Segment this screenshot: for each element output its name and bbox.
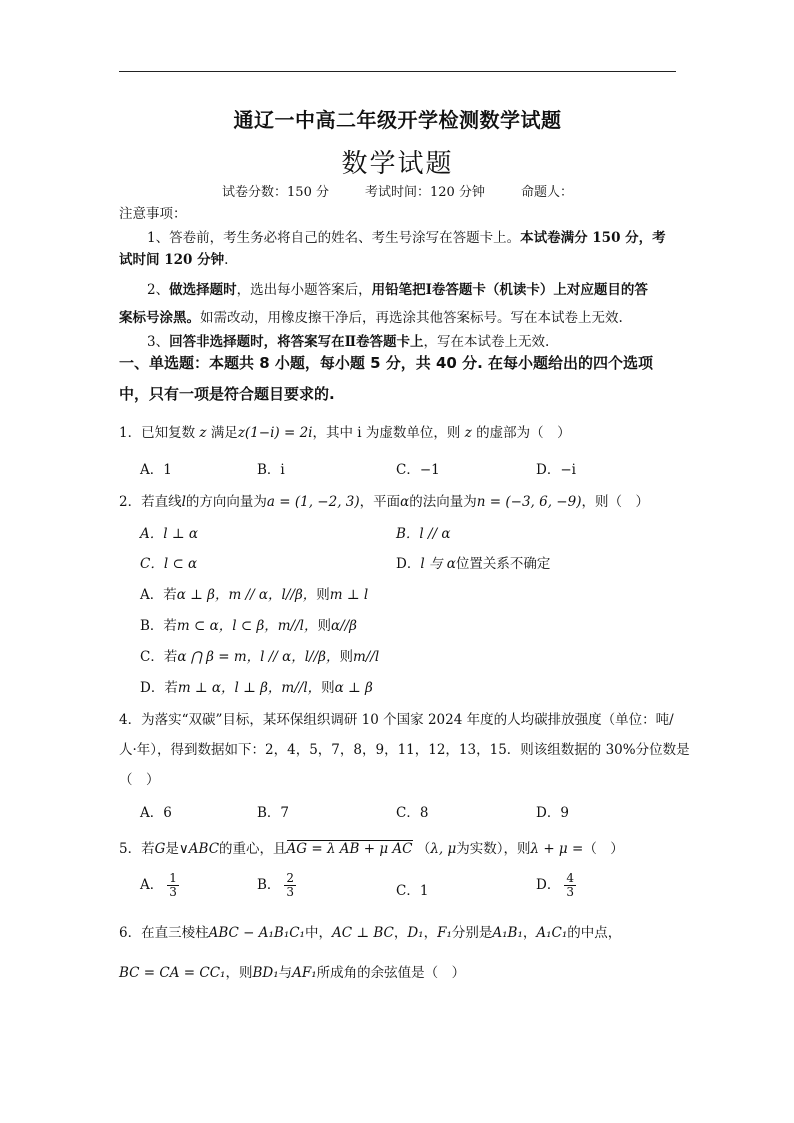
q3-option-a[interactable] <box>140 583 368 603</box>
q2-option-d-text: 位置关系不确定 <box>455 556 551 572</box>
q3-b-concl: α//β <box>330 618 357 634</box>
q3-a-then: 则 <box>316 587 330 603</box>
q3-b-label: B．若 <box>140 618 177 634</box>
author-info: 命题人： <box>520 185 573 200</box>
q5-text-e: 为实数），则 <box>456 841 531 857</box>
q4-option-b[interactable]: B．7 <box>257 805 290 821</box>
q1-equation: z(1−i) = 2i <box>237 425 313 441</box>
q1-option-d[interactable]: D．−i <box>536 462 576 478</box>
note-3-num: 3、 <box>147 334 170 350</box>
header-rule <box>119 71 676 72</box>
note-2-bold-2: 用铅笔把Ⅰ卷答题卡（机读卡）上对应题目的答 <box>371 282 648 298</box>
q4-option-d[interactable]: D．9 <box>536 805 569 821</box>
q6-f1: F₁ <box>437 925 452 941</box>
q3-c-cond: α ⋂ β = m，l // α，l//β， <box>177 649 340 665</box>
q1-text-a: 1．已知复数 <box>119 425 196 441</box>
q3-a-concl: m ⊥ l <box>329 587 369 603</box>
q2-text-a: 2．若直线 <box>119 494 182 510</box>
q5-a-num: 1 <box>169 871 177 885</box>
note-1-text: 1、答卷前，考生务必将自己的姓名、考生号涂写在答题卡上。 <box>147 230 521 246</box>
q2-option-c[interactable]: C．l ⊂ α <box>140 556 198 572</box>
time-info: 考试时间：120 分钟 <box>364 185 485 200</box>
q5-var-g: G <box>154 841 166 857</box>
question-5-stem <box>119 837 676 857</box>
q5-option-d[interactable] <box>536 872 576 899</box>
q2-var-l: l <box>181 494 186 510</box>
q6-d1: D₁ <box>407 925 424 941</box>
q5-d-num: 4 <box>566 871 574 885</box>
q5-text-a: 5．若 <box>119 841 155 857</box>
q3-d-concl: α ⊥ β <box>334 680 373 696</box>
q5-triangle: ∨ABC <box>178 841 220 857</box>
section-1-line-2: 中，只有一项是符合题目要求的. <box>119 385 335 403</box>
q3-d-then: 则 <box>321 680 335 696</box>
note-2-bold-3: 案标号涂黑。 <box>119 310 200 326</box>
q5-vector-equation: AG = λ AB + μ AC <box>286 841 413 857</box>
note-3 <box>147 330 677 350</box>
q2-option-d-label: D． <box>396 556 421 572</box>
q1-option-c[interactable]: C．−1 <box>396 462 440 478</box>
q1-option-a[interactable]: A．1 <box>140 462 172 478</box>
q2-option-d[interactable] <box>396 552 550 572</box>
q6-text-i: 与 <box>278 965 293 981</box>
q3-option-c[interactable] <box>140 645 379 665</box>
q6-text-b: 中， <box>304 925 332 941</box>
q5-text-d: （ <box>416 841 431 857</box>
q1-text-d: 的虚部为（ ） <box>476 425 571 441</box>
q6-af1: AF₁ <box>292 965 317 981</box>
exam-meta <box>119 181 676 200</box>
q5-a-den: 3 <box>169 885 177 899</box>
q6-text-h: ，则 <box>225 965 253 981</box>
q5-b-label: B． <box>257 877 281 893</box>
q6-prism: ABC − A₁B₁C₁ <box>208 925 305 941</box>
note-1-line-2 <box>119 248 676 268</box>
q1-text-b: 满足 <box>210 425 238 441</box>
note-2-bold-1: 做选择题时 <box>169 282 237 298</box>
q3-c-then: 则 <box>339 649 353 665</box>
note-3-text: ，写在本试卷上无效. <box>423 334 550 350</box>
note-2-text-1: ，选出每小题答案后， <box>236 282 372 298</box>
q6-perpendicular: AC ⊥ BC <box>331 925 394 941</box>
q3-d-cond: m ⊥ α，l ⊥ β，m//l， <box>177 680 322 696</box>
note-1-bold-cont: 试时间 120 分钟 <box>119 252 225 268</box>
note-1-bold: 本试卷满分 150 分，考 <box>520 230 666 246</box>
q1-var-z: z <box>199 425 207 441</box>
q2-text-c: ，平面 <box>359 494 401 510</box>
q5-option-a[interactable] <box>140 872 179 899</box>
section-1-line-1: 一、单选题：本题共 8 小题，每小题 5 分，共 40 分. 在每小题给出的四个选项 <box>119 354 654 372</box>
note-1-line-1 <box>147 226 677 246</box>
q2-text-d: 的法向量为 <box>409 494 477 510</box>
q6-text-a: 6．在直三棱柱 <box>119 925 209 941</box>
q4-option-c[interactable]: C．8 <box>396 805 429 821</box>
subject-title: 数学试题 <box>341 149 454 179</box>
q2-option-b[interactable]: B．l // α <box>396 526 451 542</box>
school-title: 通辽一中高二年级开学检测数学试题 <box>233 108 562 132</box>
q2-vector-n: n = (−3, 6, −9) <box>476 494 582 510</box>
q3-c-label: C．若 <box>140 649 178 665</box>
q6-text-c: ， <box>393 925 408 941</box>
q2-option-a[interactable]: A．l ⊥ α <box>140 526 198 542</box>
q5-sum: λ + μ = <box>530 841 584 857</box>
q5-d-fraction <box>564 872 576 899</box>
q6-equation: BC = CA = CC₁ <box>119 965 226 981</box>
q5-a-label: A． <box>140 877 164 893</box>
q1-var-z-2: z <box>464 425 472 441</box>
note-2-num: 2、 <box>147 282 170 298</box>
q5-text-f: （ ） <box>583 841 624 857</box>
q1-text-c: ，其中 i 为虚数单位，则 <box>312 425 461 441</box>
q2-text-e: ，则（ ） <box>581 494 649 510</box>
question-4-line-1: 4．为落实“双碳”目标，某环保组织调研 10 个国家 2024 年度的人均碳排放强度（单位：吨/ <box>119 712 674 728</box>
q3-option-d[interactable] <box>140 676 373 696</box>
question-6-line-1 <box>119 921 676 941</box>
q4-option-a[interactable]: A．6 <box>140 805 172 821</box>
score-info: 试卷分数：150 分 <box>222 185 329 200</box>
q6-text-j: 所成角的余弦值是（ ） <box>316 965 466 981</box>
q1-option-b[interactable]: B．i <box>257 462 285 478</box>
q3-a-label: A．若 <box>140 587 177 603</box>
q3-b-cond: m ⊂ α，l ⊂ β，m//l， <box>176 618 318 634</box>
q5-b-fraction <box>284 872 296 899</box>
q3-a-cond: α ⊥ β，m // α，l//β， <box>176 587 317 603</box>
q5-a-fraction <box>167 872 179 899</box>
note-2-line-2 <box>119 306 676 326</box>
question-2-stem <box>119 490 676 510</box>
q6-text-g: 的中点， <box>567 925 622 941</box>
q2-vector-a: a = (1, −2, 3) <box>266 494 360 510</box>
q2-var-alpha: α <box>400 494 410 510</box>
q5-option-c[interactable]: C．1 <box>396 883 429 899</box>
note-3-bold: 回答非选择题时，将答案写在Ⅱ卷答题卡上 <box>169 334 424 350</box>
q6-text-f: ， <box>522 925 537 941</box>
q6-text-d: ， <box>423 925 438 941</box>
q3-d-label: D．若 <box>140 680 178 696</box>
q6-bd1: BD₁ <box>252 965 279 981</box>
q5-params: λ, μ <box>430 841 457 857</box>
q3-c-concl: m//l <box>352 649 380 665</box>
q5-b-num: 2 <box>286 871 295 885</box>
question-6-line-2 <box>119 961 676 981</box>
q5-text-c: 的重心，且 <box>219 841 287 857</box>
q5-d-label: D． <box>536 877 561 893</box>
note-2-line-1 <box>147 278 677 298</box>
note-1-end: . <box>224 252 229 268</box>
q3-b-then: 则 <box>317 618 331 634</box>
q5-d-den: 3 <box>566 885 574 899</box>
notes-heading: 注意事项： <box>119 206 187 222</box>
q5-option-b[interactable] <box>257 872 296 899</box>
q5-text-b: 是 <box>165 841 179 857</box>
q6-text-e: 分别是 <box>451 925 493 941</box>
question-4-line-2: 人·年），得到数据如下：2，4，5，7，8，9，11，12，13，15．则该组数据的 30%分位数是 <box>119 742 690 758</box>
note-2-text-2: 如需改动，用橡皮擦干净后，再选涂其他答案标号。写在本试卷上无效. <box>200 310 623 326</box>
q3-option-b[interactable] <box>140 614 357 634</box>
q6-a1b1: A₁B₁ <box>492 925 523 941</box>
q2-option-d-math: l 与 α <box>420 556 456 572</box>
question-4-line-3: （ ） <box>119 772 160 788</box>
question-1-stem <box>119 421 676 441</box>
q5-b-den: 3 <box>286 885 295 899</box>
q2-text-b: 的方向向量为 <box>185 494 267 510</box>
q6-a1c1: A₁C₁ <box>536 925 568 941</box>
